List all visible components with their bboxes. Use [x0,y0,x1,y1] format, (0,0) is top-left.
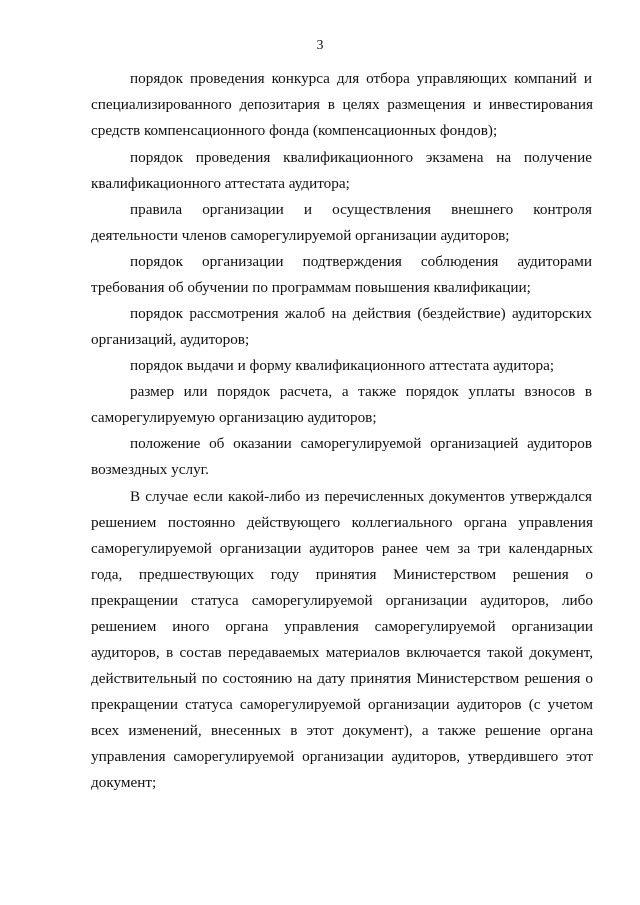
text-line: прекращении статуса саморегулируемой организации аудиторов, либо [91,592,593,609]
text-line: порядок проведения квалификационного экзамена на получение [130,149,592,166]
text-line: саморегулируемой организации аудиторов ранее чем за три календарных [91,540,593,557]
text-line: требования об обучении по программам повышения квалификации; [91,279,531,296]
text-line: прекращении статуса саморегулируемой организации аудиторов (с учетом [91,696,593,713]
text-line: размер или порядок расчета, а также порядок уплаты взносов в [130,383,592,400]
text-line: решением иного органа управления саморегулируемой организации [91,618,593,635]
text-line: специализированного депозитария в целях размещения и инвестирования [91,96,593,113]
text-line: управления саморегулируемой организации аудиторов, утвердившего этот [91,748,593,765]
text-line: действительный по состоянию на дату принятия Министерством решения о [91,670,593,687]
text-line: аудиторов, в состав передаваемых материалов включается такой документ, [91,644,593,661]
text-line: порядок проведения конкурса для отбора управляющих компаний и [130,70,592,87]
text-line: деятельности членов саморегулируемой организации аудиторов; [91,227,510,244]
text-line: года, предшествующих году принятия Министерством решения о [91,566,593,583]
text-line: средств компенсационного фонда (компенсационных фондов); [91,122,498,139]
text-line: В случае если какой-либо из перечисленных документов утверждался [130,488,592,505]
text-line: положение об оказании саморегулируемой организацией аудиторов [130,435,592,452]
text-line: порядок выдачи и форму квалификационного аттестата аудитора; [130,357,555,374]
text-line: возмездных услуг. [91,461,209,478]
text-line: организаций, аудиторов; [91,331,250,348]
text-line: правила организации и осуществления внешнего контроля [130,201,592,218]
text-line: всех изменений, внесенных в этот документ), а также решение органа [91,722,593,739]
page-number: 3 [316,38,324,53]
text-line: саморегулируемую организацию аудиторов; [91,409,377,426]
text-line: квалификационного аттестата аудитора; [91,175,350,192]
text-line: документ; [91,774,157,791]
text-line: порядок рассмотрения жалоб на действия (бездействие) аудиторских [130,305,592,322]
text-line: порядок организации подтверждения соблюдения аудиторами [130,253,592,270]
text-line: решением постоянно действующего коллегиального органа управления [91,514,593,531]
